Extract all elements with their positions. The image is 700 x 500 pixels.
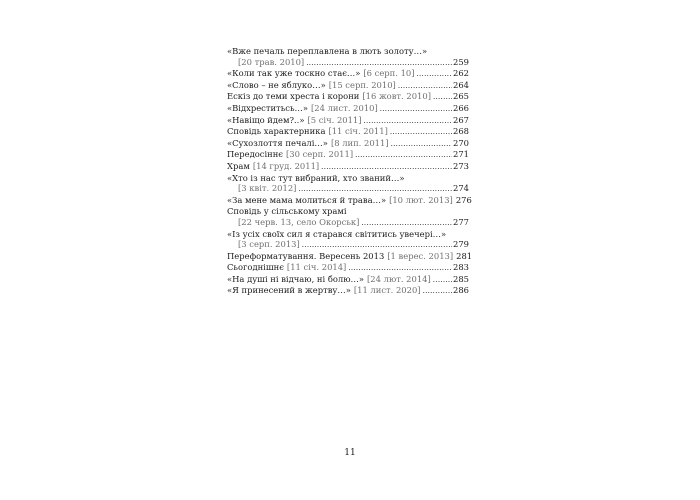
toc-entry-page: 273 [453, 160, 469, 171]
toc-entry-page: 285 [453, 273, 469, 284]
toc-entry-page: 266 [453, 102, 469, 113]
toc-entry-page: 265 [453, 91, 469, 102]
toc-leader-dots [398, 81, 452, 92]
toc-entry-title: Сповідь характерника [227, 126, 326, 137]
toc-entry-page: 259 [453, 56, 469, 67]
toc-leader-dots [306, 58, 452, 69]
toc-entry [227, 126, 469, 138]
toc-entry-date: [3 серп. 2013] [238, 239, 300, 250]
toc-entry-title: «Вже печаль переплавлена в лють золоту…» [227, 46, 428, 56]
toc-leader-dots [423, 286, 452, 297]
toc-entry-page: 271 [453, 149, 469, 160]
toc-entry-title: «Сухозлоття печалі…» [227, 137, 328, 148]
toc-leader-dots [321, 162, 452, 173]
toc-entry-title: «Хто із нас тут вибраний, хто званий…» [227, 172, 405, 183]
toc-entry [227, 115, 469, 127]
toc-leader-dots [361, 218, 452, 229]
toc-entry [227, 138, 469, 150]
table-of-contents [227, 46, 473, 297]
toc-entry-page: 283 [453, 262, 469, 273]
toc-entry-title: Сповідь у сільському храмі [227, 206, 347, 217]
toc-entry-date: [1 верес. 2013] [387, 250, 454, 261]
toc-entry-title: «Із усіх своїх сил я старався світитись увечері…» [227, 228, 447, 239]
toc-entry [227, 161, 469, 173]
toc-entry-title: Храм [227, 160, 250, 171]
toc-entry [227, 46, 469, 68]
toc-leader-dots [348, 263, 452, 274]
toc-entry-date: [30 серп. 2011] [286, 149, 354, 160]
toc-entry-title: Сьогоднішнє [227, 262, 284, 273]
toc-entry-title: «Відхреститьсь…» [227, 102, 309, 113]
toc-entry [227, 68, 469, 80]
toc-entry-date: [11 січ. 2011] [328, 126, 388, 137]
toc-entry [227, 274, 469, 286]
toc-entry [227, 80, 469, 92]
toc-leader-dots [417, 69, 453, 80]
toc-entry-date: [10 лют. 2013] [389, 194, 453, 205]
toc-leader-dots [298, 184, 452, 195]
toc-leader-dots [433, 275, 452, 286]
toc-entry [227, 285, 469, 297]
toc-entry-title: Передосіннє [227, 149, 283, 160]
toc-entry-page: 264 [453, 79, 469, 90]
toc-entry-date: [14 груд. 2011] [252, 160, 320, 171]
toc-entry-date: [24 лют. 2014] [367, 273, 431, 284]
toc-leader-dots [433, 92, 452, 103]
toc-entry-date: [8 лип. 2011] [330, 137, 389, 148]
toc-entry-title: «На душі ні відчаю, ні болю…» [227, 273, 365, 284]
toc-entry-page: 281 [456, 250, 473, 261]
toc-leader-dots [391, 139, 452, 150]
toc-entry-title: «За мене мама молиться й трава…» [227, 194, 387, 205]
toc-entry [227, 173, 469, 195]
toc-entry-page: 277 [453, 216, 469, 227]
toc-entry-date: [24 лист. 2010] [311, 102, 378, 113]
toc-entry-date: [11 лист. 2020] [353, 285, 421, 296]
toc-leader-dots [380, 104, 452, 115]
toc-entry-title: «Навіщо йдем?..» [227, 114, 305, 125]
toc-entry-page: 270 [453, 137, 469, 148]
toc-leader-dots [302, 240, 452, 251]
toc-entry [227, 149, 469, 161]
toc-entry-title: «Коли так уже тоскно стає…» [227, 68, 361, 79]
toc-entry-date: [5 січ. 2011] [307, 114, 362, 125]
toc-entry [227, 262, 469, 274]
toc-entry [227, 229, 469, 251]
toc-entry-title: Ескіз до теми хреста і корони [227, 91, 360, 102]
toc-entry-title: «Я принесений в жертву…» [227, 285, 351, 296]
toc-entry-page: 267 [453, 114, 469, 125]
toc-entry [227, 91, 469, 103]
toc-entry-date: [11 січ. 2014] [286, 262, 347, 273]
toc-entry-page: 279 [453, 239, 469, 250]
toc-leader-dots [390, 127, 452, 138]
toc-entry-date: [20 трав. 2010] [238, 56, 305, 67]
toc-entry [227, 206, 469, 228]
toc-entry-date: [16 жовт. 2010] [362, 91, 431, 102]
toc-entry-date: [22 черв. 13, село Окорськ] [238, 216, 360, 227]
toc-entry-page: 274 [453, 183, 469, 194]
toc-entry [227, 250, 473, 263]
toc-entry-page: 268 [453, 126, 469, 137]
toc-entry-page: 286 [453, 285, 469, 296]
toc-leader-dots [355, 150, 452, 161]
toc-entry-date: [3 квіт. 2012] [238, 183, 297, 194]
toc-entry-date: [15 серп. 2010] [328, 79, 396, 90]
toc-leader-dots [364, 116, 452, 127]
toc-entry [227, 194, 472, 207]
page-number: 11 [344, 448, 356, 458]
toc-entry-page: 262 [453, 68, 469, 79]
toc-entry-title: Переформатування. Вересень 2013 [227, 250, 385, 261]
toc-entry [227, 103, 469, 115]
toc-entry-title: «Слово – не яблуко…» [227, 79, 326, 90]
toc-entry-date: [6 серп. 10] [363, 68, 415, 79]
toc-entry-page: 276 [455, 194, 472, 205]
